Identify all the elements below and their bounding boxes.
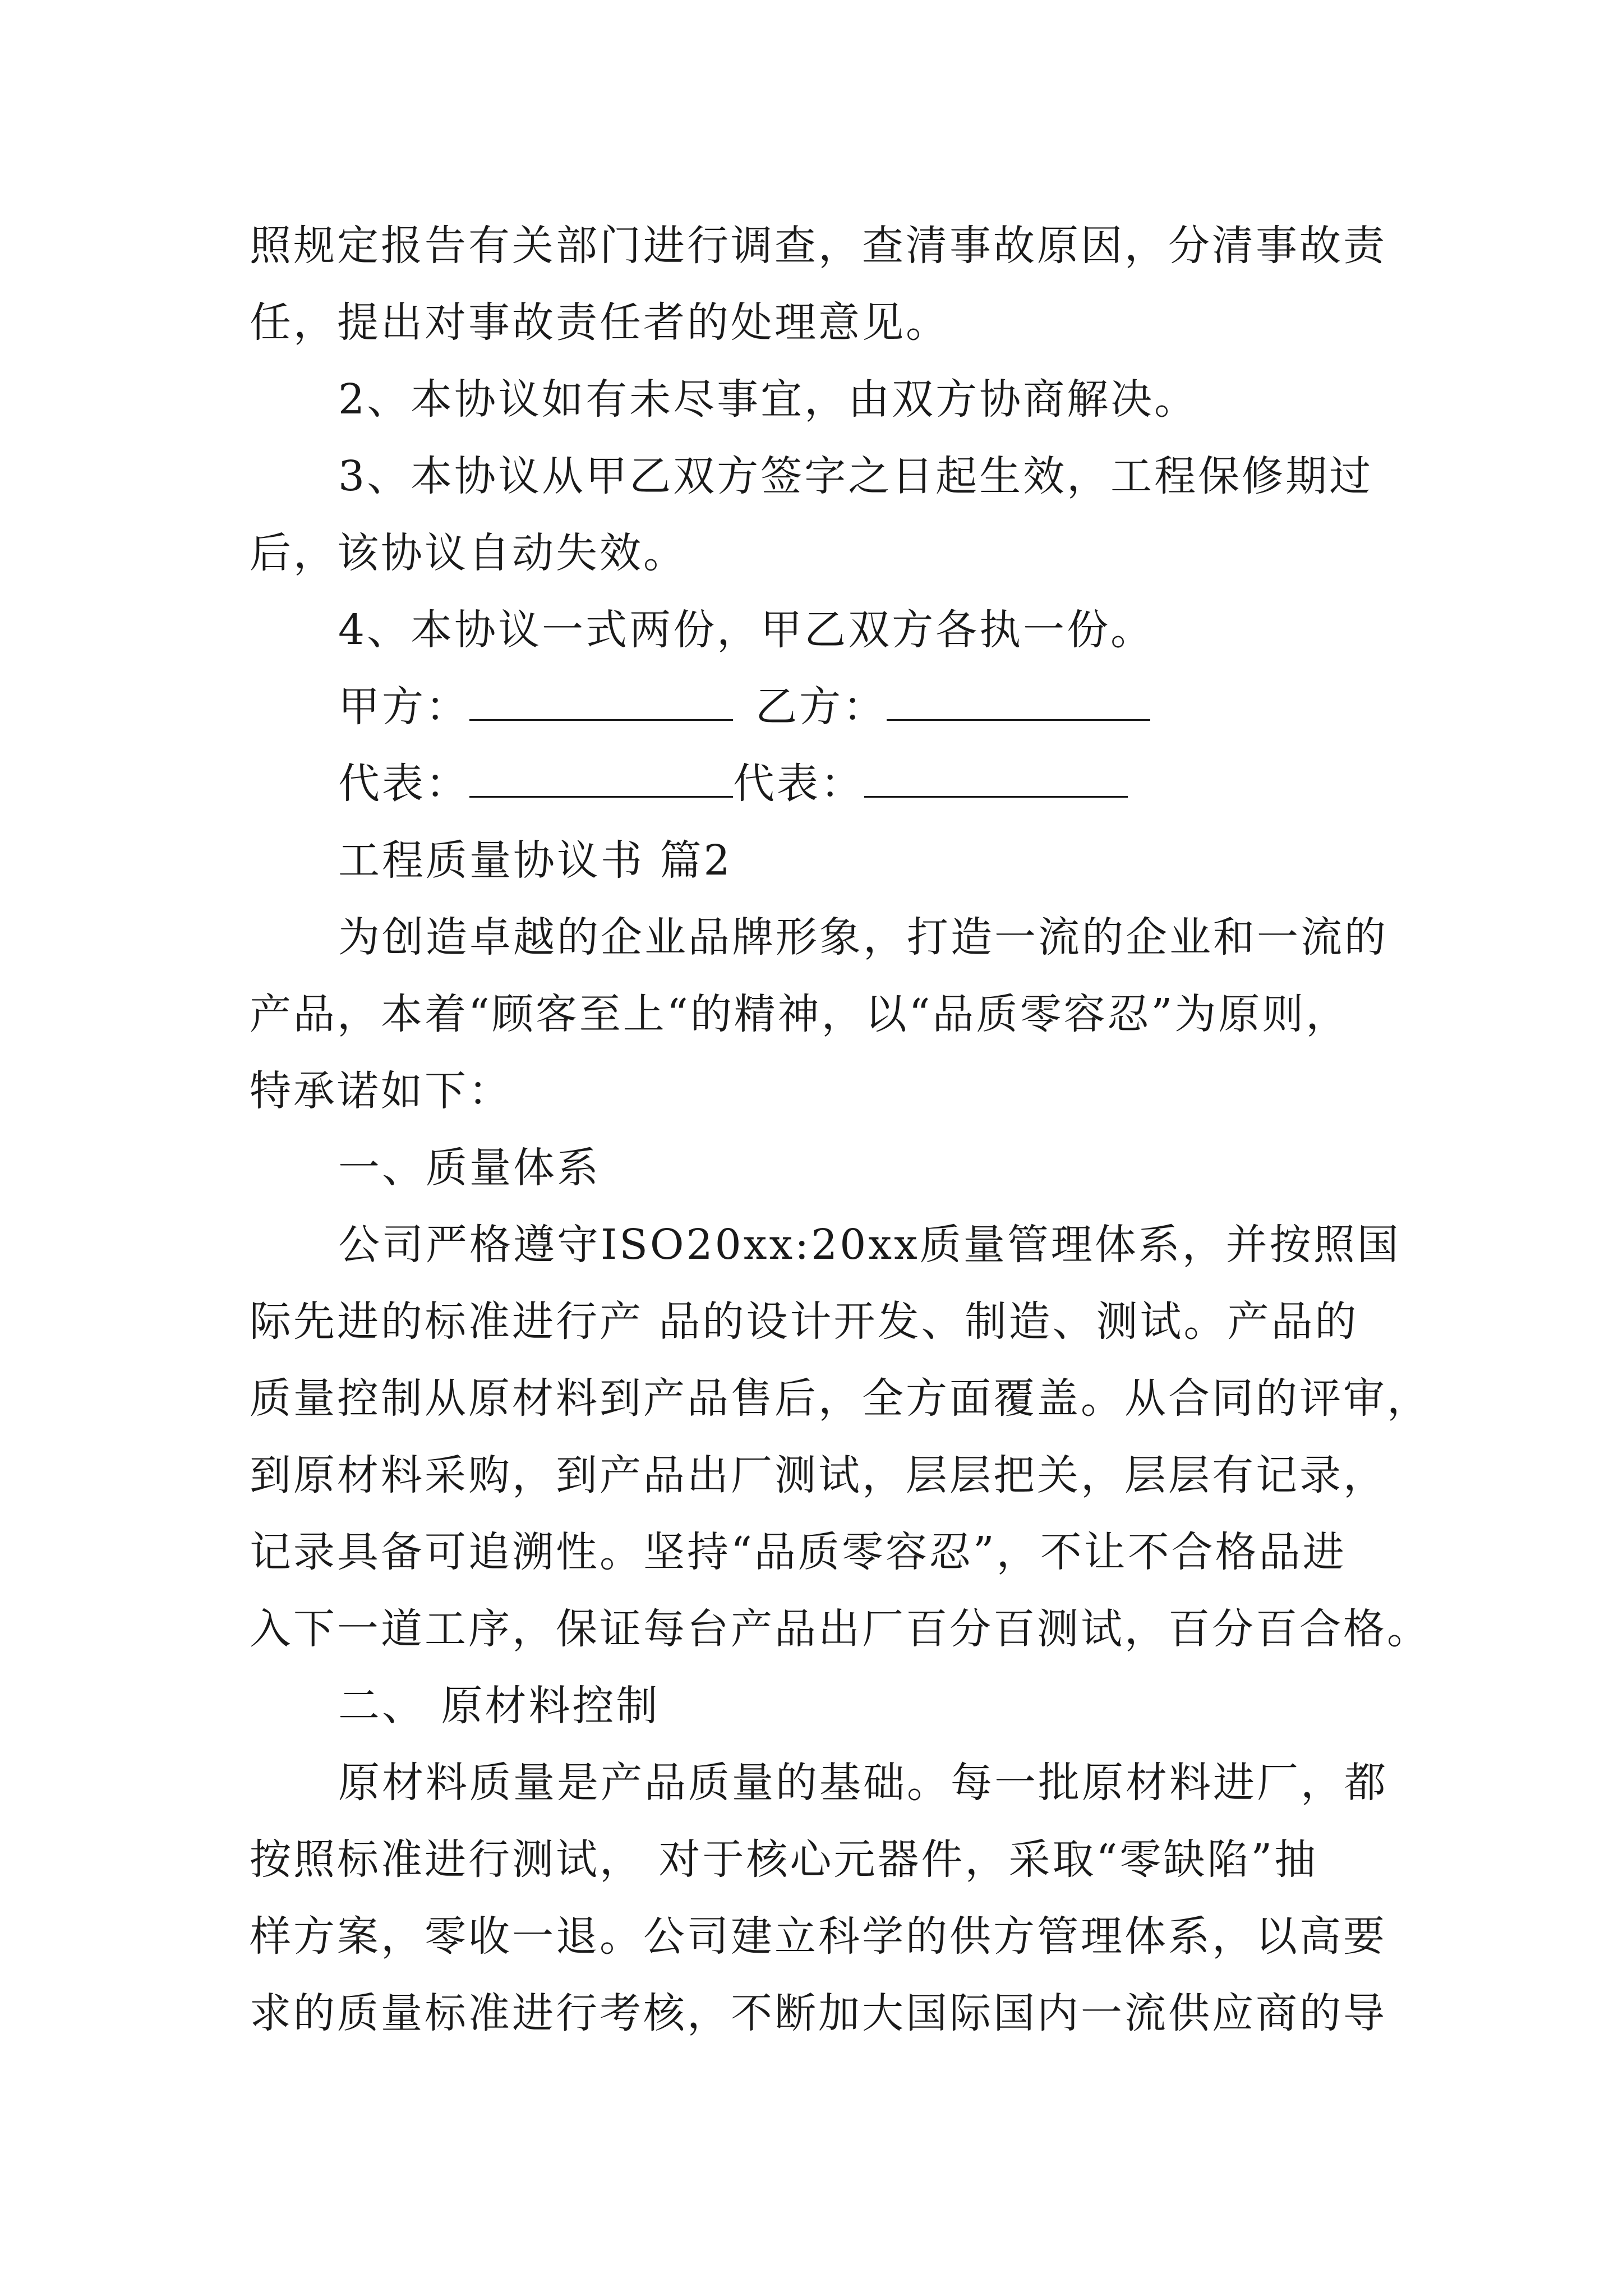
paragraph-line: 入下一道工序，保证每台产品出厂百分百测试，百分百合格。 xyxy=(250,1605,1431,1653)
paragraph-line: 样方案，零收一退。公司建立科学的供方管理体系，以高要 xyxy=(250,1912,1387,1961)
rep-a-label: 代表： xyxy=(338,760,469,808)
rep-a-blank[interactable] xyxy=(469,761,733,798)
paragraph-line: 公司严格遵守ISO20xx:20xx质量管理体系，并按照国 xyxy=(338,1221,1401,1269)
signature-row-parties xyxy=(250,669,1422,746)
paragraph-line: 产品，本着“顾客至上“的精神，以“品质零容忍”为原则， xyxy=(250,990,1350,1038)
clause-3: 3、本协议从甲乙双方签字之日起生效，工程保修期过 xyxy=(338,452,1373,500)
paragraph-line: 际先进的标准进行产 品的设计开发、制造、测试。产品的 xyxy=(250,1297,1359,1346)
paragraph-line: 求的质量标准进行考核，不断加大国际国内一流供应商的导 xyxy=(250,1989,1387,2037)
clause-2: 2、本协议如有未尽事宜，由双方协商解决。 xyxy=(338,375,1198,424)
paragraph-line: 后，该协议自动失效。 xyxy=(250,529,687,577)
subheading-quality-system: 一、质量体系 xyxy=(338,1144,601,1192)
party-b-label: 乙方： xyxy=(755,683,887,731)
document-body xyxy=(250,208,1431,2052)
paragraph-line: 原材料质量是产品质量的基础。每一批原材料进厂，都 xyxy=(338,1759,1388,1807)
paragraph-line: 任，提出对事故责任者的处理意见。 xyxy=(250,298,949,347)
rep-b-blank[interactable] xyxy=(864,761,1128,798)
rep-b-label: 代表： xyxy=(733,760,864,808)
party-a-label: 甲方： xyxy=(338,683,469,731)
paragraph-line: 特承诺如下： xyxy=(250,1067,512,1115)
clause-4: 4、本协议一式两份，甲乙双方各执一份。 xyxy=(338,606,1155,654)
paragraph-line: 按照标准进行测试， 对于核心元器件，采取“零缺陷”抽 xyxy=(250,1835,1318,1884)
party-a-blank[interactable] xyxy=(469,684,733,721)
signature-row-representatives xyxy=(250,746,1422,822)
paragraph-line: 照规定报告有关部门进行调查，查清事故原因，分清事故责 xyxy=(250,222,1387,270)
subheading-raw-material: 二、 原材料控制 xyxy=(338,1682,660,1730)
party-b-blank[interactable] xyxy=(887,684,1150,721)
paragraph-line: 为创造卓越的企业品牌形象，打造一流的企业和一流的 xyxy=(338,913,1388,961)
section-heading: 工程质量协议书 篇2 xyxy=(338,836,732,885)
paragraph-line: 质量控制从原材料到产品售后，全方面覆盖。从合同的评审， xyxy=(250,1374,1431,1423)
paragraph-line: 记录具备可追溯性。坚持“品质零容忍”，不让不合格品进 xyxy=(250,1528,1347,1576)
paragraph-line: 到原材料采购，到产品出厂测试，层层把关，层层有记录， xyxy=(250,1451,1387,1499)
